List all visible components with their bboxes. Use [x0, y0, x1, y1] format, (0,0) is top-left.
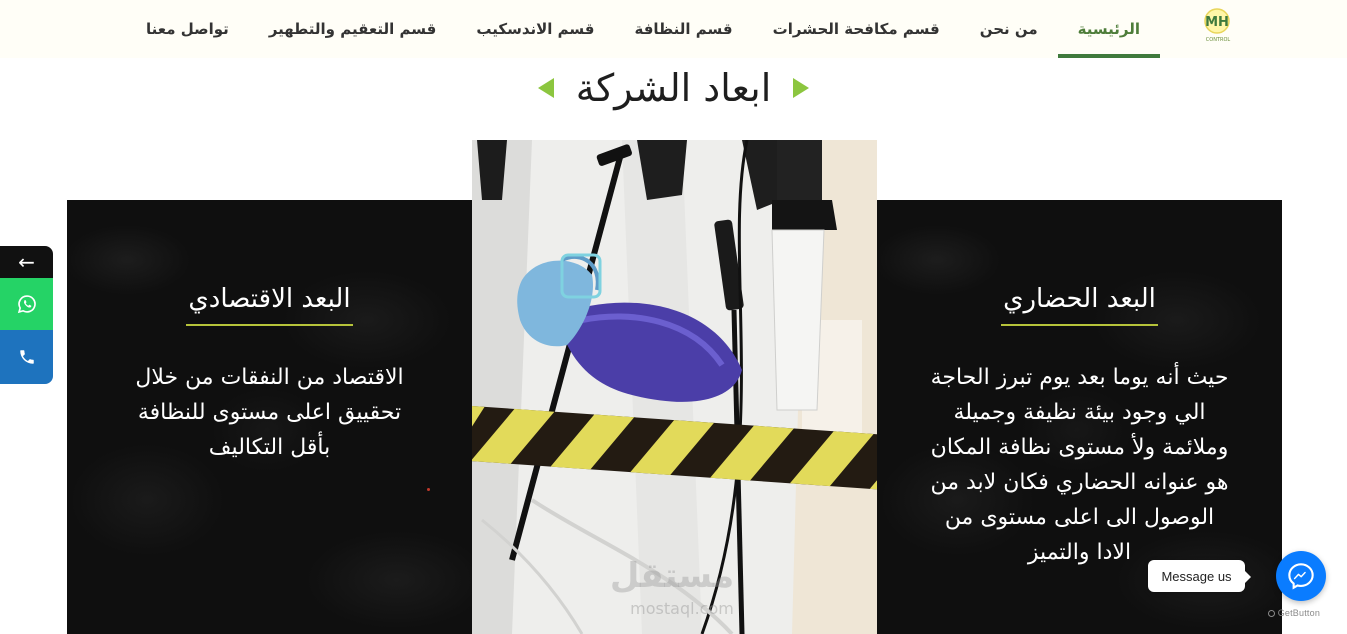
whatsapp-icon	[17, 294, 37, 314]
arrow-left-icon: ←	[18, 250, 35, 274]
nav-item-landscape[interactable]: قسم الاندسكيب	[476, 20, 595, 38]
photo-illustration	[472, 140, 877, 634]
message-us-tooltip[interactable]: Message us	[1148, 560, 1245, 592]
section-heading	[0, 58, 1347, 118]
decorative-dot	[427, 488, 430, 491]
nav-item-about[interactable]: من نحن	[979, 20, 1038, 38]
triangle-right-icon	[793, 78, 809, 98]
watermark-text: مستقل	[609, 556, 735, 596]
main-nav	[100, 0, 1160, 58]
economic-dimension-panel	[67, 200, 472, 634]
economic-dimension-title: البعد الاقتصادي	[186, 284, 352, 326]
triangle-left-icon	[538, 78, 554, 98]
company-logo[interactable]	[1198, 4, 1238, 44]
whatsapp-button[interactable]	[0, 278, 53, 330]
nav-item-pest-control[interactable]: قسم مكافحة الحشرات	[772, 20, 940, 38]
messenger-chat-button[interactable]	[1276, 551, 1326, 601]
logo-subtext: CONTROL	[1205, 37, 1231, 43]
pest-control-worker-photo	[472, 140, 877, 634]
logo-text: MH	[1205, 15, 1229, 30]
civilized-dimension-text: حيث أنه يوما بعد يوم تبرز الحاجة الي وجود بيئة نظيفة وجميلة وملائمة ولأ مستوى نظافة المكان هو عنوانه الحضاري فكان لابد من الوصول الى اعلى مستوى من الادا والتميز	[930, 365, 1229, 565]
nav-item-sterilization[interactable]: قسم التعقيم والتطهير	[268, 20, 437, 38]
section-title: ابعاد الشركة	[575, 66, 772, 110]
watermark-url: mostaql.com	[630, 599, 734, 618]
phone-call-button[interactable]	[0, 330, 53, 384]
nav-item-home[interactable]: الرئيسية	[1058, 0, 1160, 58]
collapse-arrow-button[interactable]	[0, 246, 53, 278]
getbutton-credit-text: GetButton	[1277, 608, 1321, 618]
top-navigation-bar	[0, 0, 1347, 58]
messenger-icon	[1287, 562, 1315, 590]
getbutton-logo-icon	[1268, 610, 1275, 617]
economic-dimension-text: الاقتصاد من النفقات من خلال تحقييق اعلى مستوى للنظافة بأقل التكاليف	[135, 365, 404, 460]
nav-item-cleaning[interactable]: قسم النظافة	[634, 20, 733, 38]
phone-icon	[18, 348, 36, 366]
getbutton-credit[interactable]	[1268, 608, 1320, 618]
floating-contact-bar	[0, 246, 53, 384]
civilized-dimension-title: البعد الحضاري	[1001, 284, 1158, 326]
nav-item-contact[interactable]: تواصل معنا	[146, 20, 229, 38]
